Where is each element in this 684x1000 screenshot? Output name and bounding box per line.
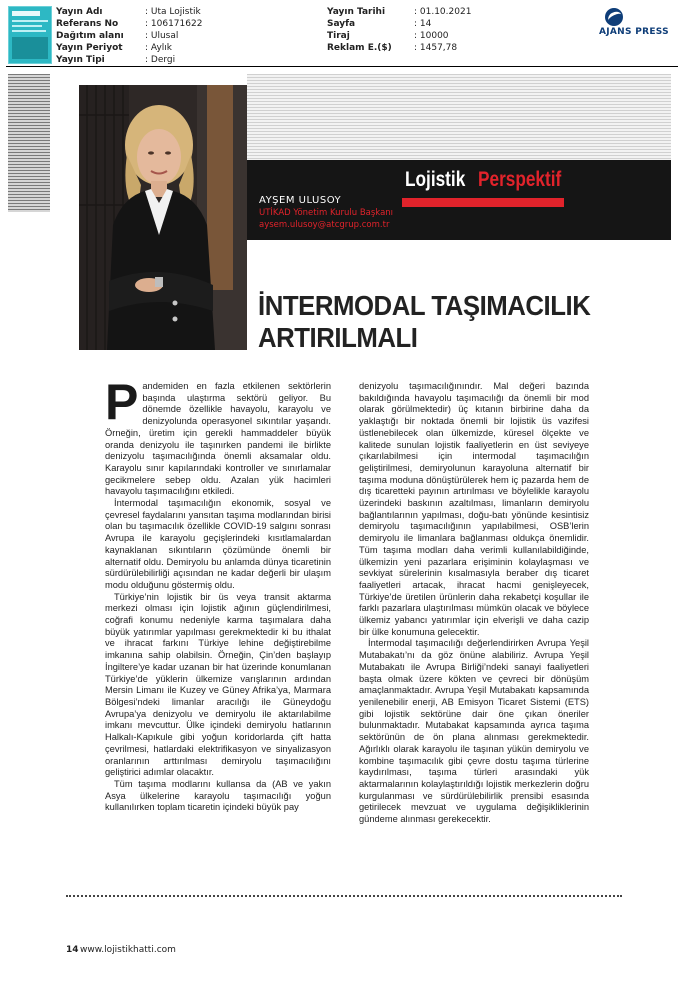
author-email[interactable]: aysem.ulusoy@atcgrup.com.tr (259, 220, 390, 230)
article-column-left (105, 374, 331, 814)
clipping-header (0, 0, 684, 66)
drop-cap: P (105, 374, 139, 430)
meta-value: : Ulusal (145, 31, 179, 41)
meta-row-period: Yayın Periyot (56, 43, 123, 53)
article-paragraph: Pandemiden en fazla etkilenen sektörlerin başında ulaştırma sektörü geliyor. Bu dönemde özellikle havayolu, karayolu ve denizyolunda operasyonel sıkıntılar yaşandı. Örneğin, üretim için gerekli hammaddeler büyük oranda denizyolu ile taşınırken pandemi ile birlikte denizyolu taşımacılığında önemli aksamalar oldu. Karayolu sınır kapılarındaki kontroller ve sınırlamalar gecikmelere sebep oldu. Azalan yük hacimleri havayolu taşımacılığını etkiledi. (105, 374, 331, 497)
article-paragraph: Türkiye’nin lojistik bir üs veya transit aktarma merkezi olması için lojistik ağının güçlendirilmesi, coğrafi konumu nedeniyle karma taşımalara daha büyük yatırımlar yapılması gerekmektedir ki bu ithalat ve ihracat farkını Türkiye lehine değiştirebilme imkanına sahip olabilsin. Örneğin, Çin’den başlayıp İngiltere’ye kadar uzanan bir hat üzerinde konumlanan Türkiye’de yüklerin ülkemize varışlarının ardından Mersin Limanı ile Kuzey ve Güney Afrika’ya, Marmara Bölgesi’ndeki limanlar aracılığı ile Güneydoğu Avrupa’ya denizyolu ve demiryolu ile aktarılabilme imkanı mevcuttur. Ülke içindeki demiryolu hatlarının Halkalı-Kapıkule gibi yoğun koridorlarda çift hatta çevrilmesi, hatlardaki elektrifikasyon ve sinyalizasyon oranlarının arttırılması demiryolu taşımacılığını geliştirici adımlar olacaktır. (105, 591, 331, 778)
halftone-top-band (247, 74, 671, 170)
meta-row-type: Yayın Tipi (56, 55, 105, 65)
article-headline (258, 290, 668, 354)
article-paragraph: denizyolu taşımacılığınındır. Mal değeri bazında bakıldığında havayolu taşımacılığı da önemli bir mod olarak görülmektedir) üç kıtanın birbirine daha da yaklaştığı bir noktada önemli bir lojistik üs vazifesi üstlenebilecek olan ülkemizde, küresel ölçekte ve kalitede sunulan lojistik faaliyetlerin en üst seviyeye çıkarılabilmesi için intermodal taşımacılığın geliştirilmesi, demiryolunun karayoluna alternatif bir taşıma moduna dönüştürülerek hem iç pazarda hem de dış ticaretteki payının artırılması ve böylelikle karayolu üzerindeki baskının azaltılması, limanların demiryolu bağlantılarının yapılması, doğu-batı yönünde kesintisiz demiryolu taşımacılığının yapılabilmesi, OSB’lerin demiryolu ile limanlara bağlanması oldukça önemlidir. Tüm taşıma modları daha verimli kullanılabildiğinde, ülkemizin yeni pazarlara erişiminin kolaylaşması ve sevkiyat sürelerinin kısalmasıyla beraber dış ticaret faaliyetleri artacak, ihracat hacmi genişleyecek, Türkiye’de üretilen ürünlerin daha rekabetçi koşullar ile farklı pazarlara ulaştırılması mümkün olacak ve böylece ülkemiz yabancı yatırımlar için elverişli ve daha cazip bir ülke konumuna gelecektir. (359, 381, 589, 637)
meta-label: Yayın Adı (56, 7, 103, 17)
agency-logo-text: AJANS PRESS (599, 27, 669, 37)
meta-row-circulation: Tiraj (327, 31, 350, 41)
article-paragraph: İntermodal taşımacılığı değerlendirirken Avrupa Yeşil Mutabakatı’nı da göz önüne alabiliriz. Avrupa Yeşil Mutabakatı ile Avrupa Birliği’ndeki sanayi faaliyetleri başta olmak üzere kökten ve çevreci bir dönüşüm amaçlanmaktadır. Avrupa Yeşil Mutabakatı kapsamında yenilenebilir enerji, AB Emisyon Ticaret Sistemi (ETS) gibi lojistik sektörüne dair öne çıkan öneriler bulunmaktadır. Mutabakat kapsamında ayrıca taşıma sektörünün de ön plana alınması gerekmektedir. Ağırlıklı olarak karayolu ile taşınan yükün demiryolu ve kombine taşımacılık gibi çevre dostu taşıma türlerine kaydırılması, taşıma türleri arasındaki yük aktarmalarının kolaylaştırıldığı lojistik merkezlerin doğru kurgulanması ve sürdürülebilirlik prensibi esasında getirilecek mevzuat ve uygulama değişikliklerinin gündeme alınması gerekecektir. (359, 638, 589, 825)
meta-row-ad-value: Reklam E.($) (327, 43, 392, 53)
footer-page-number: 14 (66, 945, 79, 955)
meta-row-distribution: Dağıtım alanı (56, 31, 124, 41)
author-role: UTİKAD Yönetim Kurulu Başkanı (259, 208, 394, 218)
section-title-lojistik: Lojistik (405, 168, 466, 191)
meta-value: : 10000 (414, 31, 449, 41)
meta-row-page: Sayfa (327, 19, 356, 29)
meta-value: : 1457,78 (414, 43, 458, 53)
meta-value: : 106171622 (145, 19, 203, 29)
halftone-side-bar (8, 74, 50, 212)
meta-value: : Uta Lojistik (145, 7, 201, 17)
meta-row-reference: Referans No (56, 19, 119, 29)
footer-dotted-divider (66, 895, 622, 897)
headline-line-1: İNTERMODAL TAŞIMACILIK (258, 290, 591, 321)
meta-value: : Dergi (145, 55, 176, 65)
article-column-right (359, 381, 589, 826)
header-divider (6, 66, 678, 67)
magazine-thumbnail (8, 6, 52, 64)
headline-line-2: ARTIRILMALI (258, 322, 418, 353)
article-paragraph: Tüm taşıma modlarını kullansa da (AB ve yakın Asya ülkelerine karayolu taşımacılığı yoğun kullanılırken toplam ticaretin içindeki büyük pay (105, 778, 331, 813)
footer-website-link[interactable]: www.lojistikhatti.com (80, 945, 176, 955)
meta-value: : 01.10.2021 (414, 7, 472, 17)
author-name: AYŞEM ULUSOY (259, 195, 342, 206)
agency-logo-icon (605, 8, 623, 26)
meta-row-date: Yayın Tarihi (327, 7, 386, 17)
section-title-perspektif: Perspektif (478, 168, 562, 191)
meta-row-publication (56, 6, 102, 18)
meta-value: : 14 (414, 19, 432, 29)
section-title-underline (402, 198, 564, 207)
meta-value: : Aylık (145, 43, 172, 53)
article-paragraph: İntermodal taşımacılığın ekonomik, sosyal ve çevresel faydalarını yansıtan taşıma modlarından birisi olan bu taşımacılık özellikle COVID-19 salgını sonrası Avrupa ile karayolu geçişlerindeki kısıtlamalardan kaynaklanan sıkıntıların çözümünde önemli bir alternatif oldu. Demiryolu bu anlamda dünya ticaretinin sürdürülebilirliği açısından ne kadar değerli bir ulaşım modu olduğunu göstermiş oldu. (105, 498, 331, 590)
author-photo (79, 85, 247, 350)
